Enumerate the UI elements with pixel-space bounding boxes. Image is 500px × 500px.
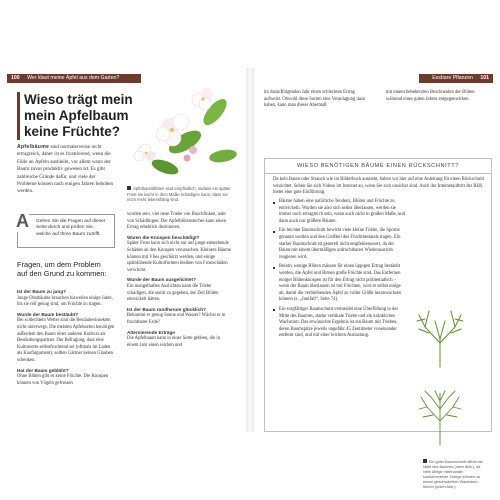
book-gutter — [246, 68, 254, 432]
paragraph — [127, 212, 231, 232]
subheading: Ist der Baum rundherum glücklich? — [127, 306, 206, 312]
paragraph — [17, 312, 115, 365]
body-text: Ohne Blüten gibt es keine Früchte. Die Knospen können von Vögeln gefressen — [17, 374, 109, 386]
paragraph — [17, 289, 115, 309]
list-item: Ein sorgfältiger Baumschnitt vermeidet eine Überfüllung in der Mitte des Baumes, starke vertikale Triebe und ein kränkliches Wachstum. Das erwünschte Ergebnis ist ein Baum mit Trieben, deren Baumspitze jeweils ungefähr 45 Zentimeter voneinander entfernt sind, und mit einer leichten Auslastung. — [273, 307, 405, 340]
box-heading: WIESO BENÖTIGEN BÄUME EINEN RÜCKSCHNITT? — [265, 159, 491, 174]
overgrown-tree-icon — [415, 387, 465, 447]
subheading: Waren die Knospen beschädigt? — [127, 234, 200, 240]
tip-letter: A — [16, 211, 29, 231]
intro-lead: Apfelbäume — [17, 144, 50, 150]
continued-text-right: mit einem bebeherzten Beschneiden der Blüten während eines guten Jahres entgegenwirken. — [386, 90, 475, 102]
subheading: Hat der Baum geblüht? — [17, 367, 69, 373]
running-head-left-text: Wer klaut meine Äpfel aus dem Garten? — [27, 75, 120, 81]
running-head-right — [419, 74, 493, 83]
paragraph — [127, 307, 231, 327]
subheading: Wurde der Baum bestäubt? — [17, 311, 79, 317]
body-text: worden sein, viel neue Triebe von Buschfinken, oder von Schädlingen. Der Apfelblütenstecher kann einen Ertrag erheblich dezimieren. — [127, 212, 227, 231]
left-page — [3, 68, 246, 432]
page-number-right: 101 — [480, 75, 489, 81]
bullet-list — [273, 199, 405, 343]
illustration-caption — [423, 459, 487, 490]
question-heading: Fragen, um dem Problem auf den Grund zu kommen: — [17, 260, 107, 278]
paragraph — [127, 277, 231, 303]
left-column — [17, 286, 115, 387]
list-item: Relativ wenige Blüten müssen für einen üppigen Ertrag bestäubt werden, die Äpfel und Birnen große Früchte sind. Das Entfernen einiger Blütenknospen ist für den Ertrag nicht problematisch – wenn der Baum überlassen ist mit Früchten, wird er selbst einige ab, damit die verbleibenden Äpfel zu voller Größe heranwachsen können (s. „Junifall“, Seite 74). — [273, 264, 405, 304]
photo-caption — [127, 186, 231, 203]
right-column — [127, 212, 231, 349]
body-text: Die Apfelbaum kann in einer Sorte gebben, die in einem Jahr einen reichen und — [127, 336, 221, 348]
intro-paragraph — [17, 144, 115, 196]
body-text: Bei schlechtem Wetter sind die Bestäuberinsekten nicht unterwegs. Die meisten Apfelsorten benötigen außerdem den Baum einer anderen Kultivar als Bestäubungspartner. Der Befragung, dass eine Kultursorte selbstfruchtend sei (oftmals im Laden als Kaufargument), sollten Gärtner keinen Glauben schenken. — [17, 318, 115, 363]
illustration-caption-text: Ein guter Baumschnitt öffnet die Mitte des Baumes (oben Abb.), da viele übrige miteinander konkurrierende Zweige können zu einem geschwächten Wachstum führen (unten Abb.). — [423, 460, 483, 489]
subheading: Wurde der Baum ausgelichtet? — [127, 277, 196, 283]
caption-marker-icon — [127, 186, 131, 190]
page-number-left: 100 — [11, 75, 20, 81]
body-text: Junge Obstbäume brauchen bisweilen einige Jahre, bis sie reif genug sind, um Früchte zu tragen. — [17, 295, 113, 308]
body-text: Später Frost kann sich nicht nur auf junge entstehende Schäden an den Knospen verursachen. Kleinere Bäume können mit Vlies geschützt werden, und einige spätblühende Kulturformen bleiben von Frostschäden verschont. — [127, 241, 231, 273]
running-head-right-text: Essbare Pflanzen — [432, 75, 473, 81]
pruning-info-box — [264, 158, 492, 489]
right-page — [254, 68, 497, 489]
body-text: Ein mangelhaftes Auslichten kann die Triebe schädigen, die somit zu gegeben, der Zeit Blüten entwickelt hätten. — [127, 283, 219, 303]
caption-marker-icon — [423, 459, 427, 463]
tip-box — [16, 211, 115, 248]
body-text: Bekommt er genug Sonne und Wasser? Wächst er in fruchtbarer Erde? — [127, 313, 226, 325]
paragraph — [17, 368, 115, 388]
apple-blossom-photo — [115, 72, 243, 190]
continued-text-left: im darauffolgenden Jahr einen schlechten Ertrag aufweist. Obwohl diese Sorten eine Veranlagung dazu haben, kann man dieser Abermaß — [264, 90, 366, 109]
tip-text: Gehen Sie die Fragen auf dieser Seite durch und prüfen Sie, welche auf Ihren Baum zutrifft. — [36, 219, 106, 237]
list-item: Bäume haben eine natürliche Tendenz, Blüten und Früchte zu entwickeln. Wurden sie also sich selbst überlassen, werden sie immer noch ertragreich sein, wenn auch nicht in großen Maße, und dann auch nur größere Bäume. — [273, 199, 405, 225]
photo-caption-text: Apfelbaumblüten sind empfindlich, sodass ein später Frost sie leicht in dem Maße schädigen kann, dass sie nicht mehr lebensfähig sind. — [127, 186, 231, 203]
intro-text: sind normalerweise recht ertragreich, daher ist es frustrierend, wenn die Fülle an Äpfeln ausbleibt, vor allem wenn der Baum zuvor produktiv gewesen ist. Es gibt zahlreiche Gründe dafür, und viele der Probleme können nach einigen Jahren behoben werden. — [17, 144, 114, 195]
paragraph — [127, 330, 231, 350]
page-title: Wieso trägt mein mein Apfelbaum keine Früchte? — [17, 92, 134, 140]
box-intro: Da kein Baum oder Strauch wie im Bilderbuch aussieht, haben wir hier auf eine Anleitung für einen Rückschnitt verzichtet. Sehen Sie sich Videos im Internet an, wenn Sie sich unsicher sind. Auch der Internetauftritt der RHS bietet eine gute Einführung. — [273, 177, 485, 196]
book-spread — [0, 68, 500, 489]
list-item: Ein leichter Baumschnitt bewirkt viele kleine Triebe, die Sporne genannt werden und den Großteil des Fruchtbestands tragen. Ein starker Baumschnitt ist generell nicht empfehlenswert, da der Baum mit einem übermäßigen unfruchtbaren Wiederaustrieb reagieren wird. — [273, 228, 405, 261]
subheading: Ist der Baum zu jung? — [17, 289, 66, 294]
subheading: Alternierende Erträge — [127, 329, 175, 335]
pruned-tree-icon — [415, 299, 465, 369]
paragraph — [127, 235, 231, 275]
